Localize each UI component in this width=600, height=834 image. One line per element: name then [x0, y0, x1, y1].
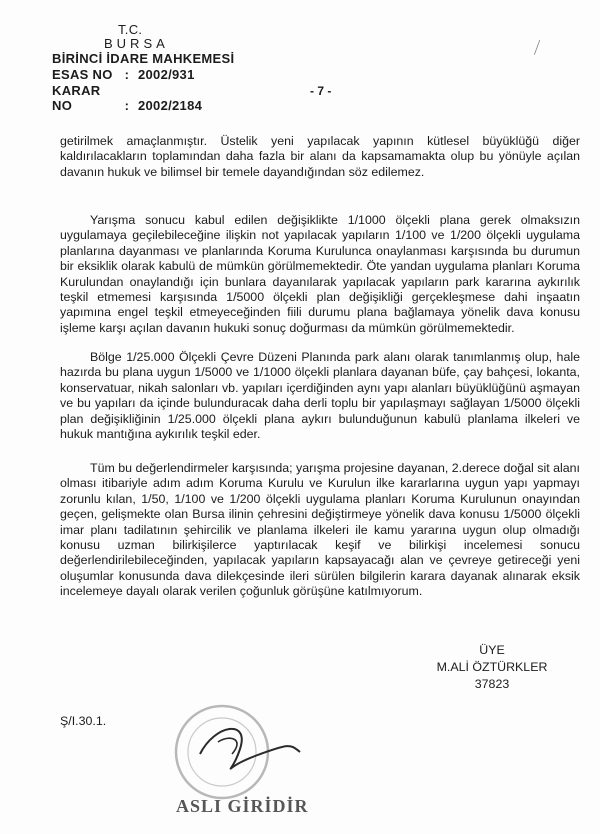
karar-value: 2002/2184	[138, 98, 203, 113]
esas-value: 2002/931	[138, 67, 195, 82]
header-court: BİRİNCİ İDARE MAHKEMESİ	[52, 51, 235, 66]
header-esas	[52, 67, 195, 82]
header-tc: T.C.	[118, 22, 143, 37]
signature-name: M.ALİ ÖZTÜRKLER	[436, 660, 548, 674]
signature-role: ÜYE	[479, 643, 505, 657]
paragraph-1: getirilmek amaçlanmıştır. Üstelik yeni yapılacak yapının kütlesel büyüklüğü diğer kaldırılacakların toplamından daha fazla bir alanı da kapsamamakta olup bu yönüyle açılan davanın hukuk ve bilimsel bir temele dayandığından söz edilemez.	[60, 134, 580, 179]
karar-separator: :	[124, 98, 130, 113]
pen-mark-icon: ⟋	[529, 38, 546, 59]
paragraph-2: Yarışma sonucu kabul edilen değişiklikte 1/1000 ölçekli plana gerek olmaksızın uygulamaya geçilebileceğine ilişkin not yapılacak yapıların 1/100 ve 1/200 ölçekli uygulama planlarına dayanması ve planlarında Koruma Kurulunca onaylanması karşısında bu durumun bir eksiklik olarak kabulü de mümkün görülmemektedir. Öte yandan uygulama planları Koruma Kurulundan onaylandığı için bunlara dayanılarak yapılacak yapıların park kararına aykırılık teşkil etmemesi karşısında 1/5000 ölçekli plan değişikliği gerçekleşmese dahi inşaatın yapımına engel teşkil etmeyeceğinden fiili durumu plana bağlamaya yönelik dava konusu işleme karşı açılan davanın hukuki sonuç doğurması da mümkün görülmemektedir.	[60, 213, 580, 335]
paragraph-3: Bölge 1/25.000 Ölçekli Çevre Düzeni Planında park alanı olarak tanımlanmış olup, hale hazırda bu plana uygun 1/5000 ve 1/1000 ölçekli planlara dayanan büfe, çay bahçesi, lokanta, konservatuar, nikah salonları vb. yapıları içerdiğinden aynı yapı alanları büyüklüğünü aşmayan ve bu yapıları da içinde bulunduracak daha derli toplu bir yapılaşmayı sağlayan 1/5000 ölçekli plan değişikliğinin 1/25.000 ölçekli plana aykırı bulunduğunun kabulü planlama ilkeleri ve hukuk mantığına aykırılık teşkil eder.	[60, 350, 580, 442]
reference-code: Ş/I.30.1.	[60, 714, 107, 728]
karar-label: KARAR NO	[52, 83, 101, 113]
page-number: - 7 -	[310, 84, 332, 98]
esas-separator: :	[124, 67, 130, 82]
header-karar	[52, 83, 202, 113]
header-city: BURSA	[104, 36, 169, 51]
paragraph-4: Tüm bu değerlendirmeler karşısında; yarışma projesine dayanan, 2.derece doğal sit alanı olması itibariyle adım adım Koruma Kurulu ve Kurulun ilke kararlarına uygun yapı yapmayı zorunlu kılan, 1/50, 1/100 ve 1/200 ölçekli uygulama planları Koruma Kurulunun onayından geçen, gelişmekte olan Bursa ilinin çehresini değiştirmeye yönelik dava konusu 1/5000 ölçekli imar planı tadilatının şehircilik ve planlama ilkeleri ile kamu yararına uygun olup olmadığı konusu uzman bilirkişilerce yaptırılacak keşif ve bilirkişi incelemesi sonucu değerlendirilebileceğinden, yapılacak yapıların kapsayacağı alan ve çevreye getireceği yeni oluşumlar konusunda dava dilekçesinde ileri sürülen bilgilerin karara dayanak alınarak eksik incelemeye dayalı olarak verilen çoğunluk görüşüne katılmıyorum.	[60, 461, 580, 599]
esas-label: ESAS NO	[52, 67, 113, 82]
signature-number: 37823	[474, 677, 510, 691]
stamp-name: ASLI GİRİDİR	[176, 796, 309, 816]
